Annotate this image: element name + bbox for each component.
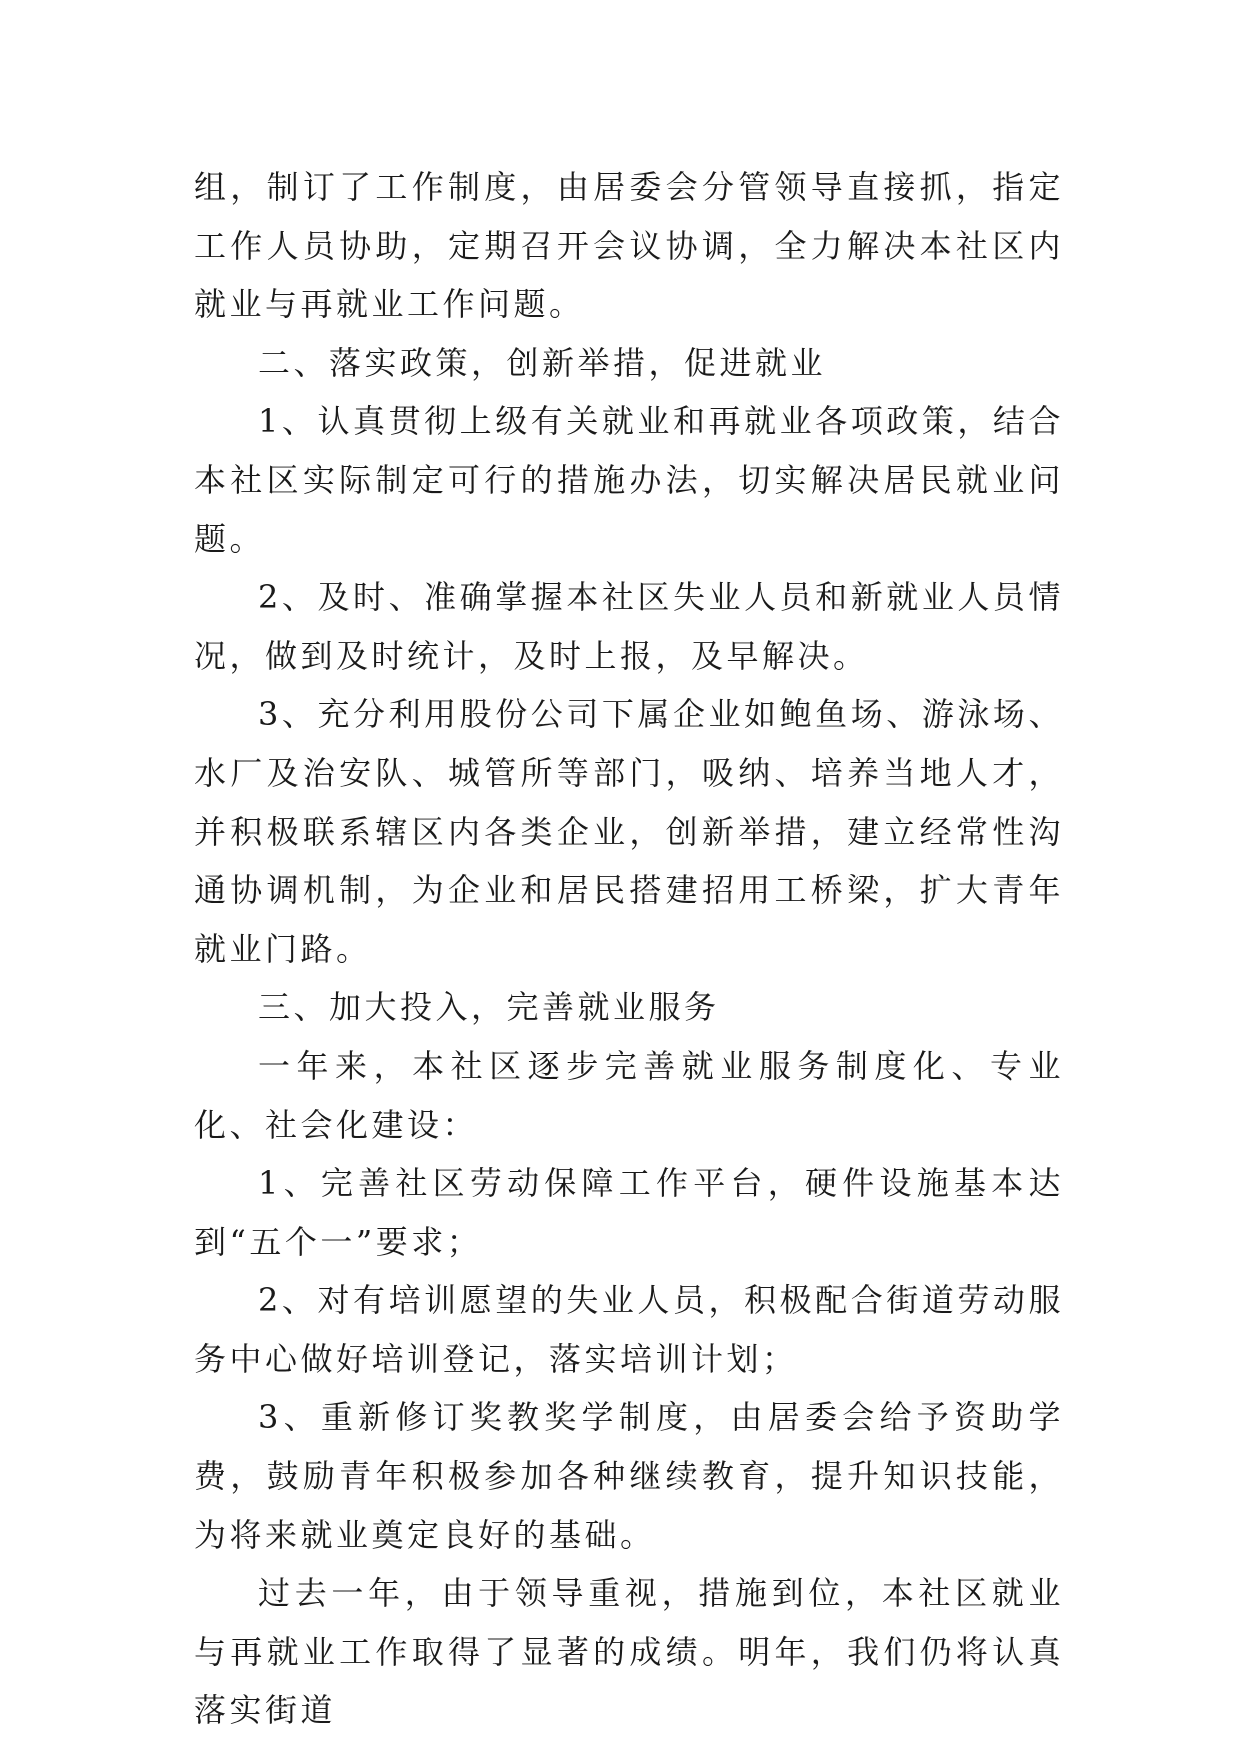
paragraph-item: 2、及时、准确掌握本社区失业人员和新就业人员情况，做到及时统计，及时上报，及早解决。 — [194, 578, 1064, 675]
paragraph-continuation: 组，制订了工作制度，由居委会分管领导直接抓，指定工作人员协助，定期召开会议协调，全力解决本社区内就业与再就业工作问题。 — [194, 168, 1064, 324]
paragraph: 一年来，本社区逐步完善就业服务制度化、专业化、社会化建设： — [194, 1046, 1064, 1144]
section-heading-2: 二、落实政策，创新举措，促进就业 — [258, 343, 827, 382]
paragraph: 过去一年，由于领导重视，措施到位，本社区就业与再就业工作取得了显著的成绩。明年，我们仍将认真落实街道 — [194, 1574, 1064, 1730]
paragraph-item: 1、完善社区劳动保障工作平台，硬件设施基本达到“五个一”要求； — [194, 1164, 1064, 1261]
paragraph-item: 1、认真贯彻上级有关就业和再就业各项政策，结合本社区实际制定可行的措施办法，切实解决居民就业问题。 — [194, 402, 1064, 558]
section-heading-3: 三、加大投入，完善就业服务 — [258, 988, 720, 1027]
paragraph-item: 3、重新修订奖教奖学制度，由居委会给予资助学费，鼓励青年积极参加各种继续教育，提升知识技能，为将来就业奠定良好的基础。 — [194, 1398, 1064, 1554]
paragraph-item: 3、充分利用股份公司下属企业如鲍鱼场、游泳场、水厂及治安队、城管所等部门，吸纳、培养当地人才，并积极联系辖区内各类企业，创新举措，建立经常性沟通协调机制，为企业和居民搭建招用工桥梁，扩大青年就业门路。 — [194, 695, 1064, 968]
document-body — [194, 158, 1064, 1740]
paragraph-item: 2、对有培训愿望的失业人员，积极配合街道劳动服务中心做好培训登记，落实培训计划； — [194, 1281, 1064, 1378]
